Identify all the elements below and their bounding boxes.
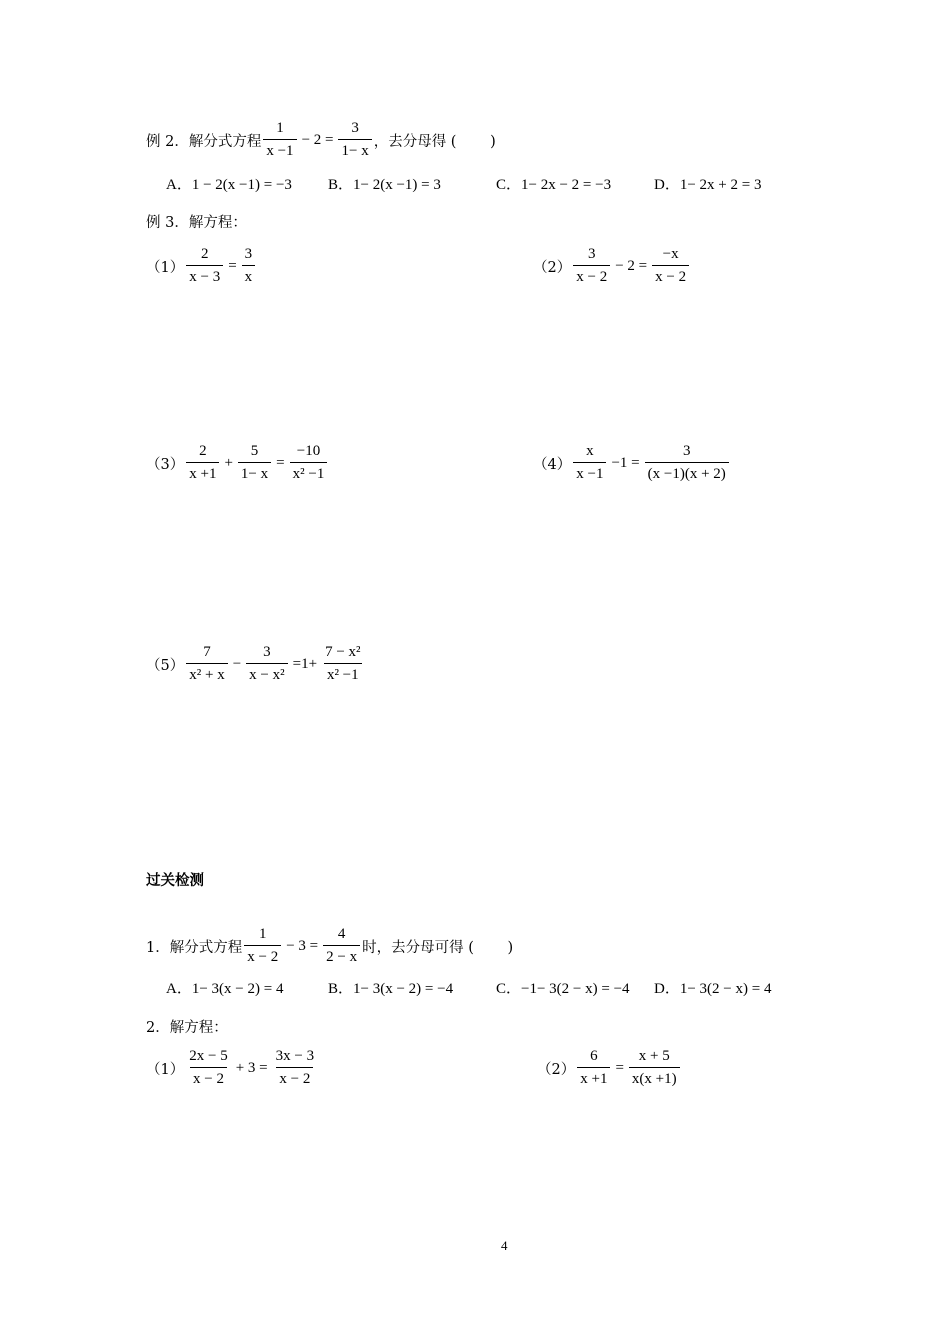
denominator: x − 3 <box>186 265 223 286</box>
numerator: 2 <box>200 246 209 262</box>
operator: = <box>228 257 237 274</box>
denominator: x² + x <box>186 663 227 684</box>
checkpoint-q1-option-c: C．−1− 3(2 − x) = −4 <box>496 981 630 997</box>
denominator: x +1 <box>577 1067 610 1088</box>
example2-operator: − 2 = <box>301 131 334 148</box>
fraction <box>186 1048 230 1088</box>
denominator: x − 2 <box>652 265 689 286</box>
numerator: 6 <box>590 1048 598 1064</box>
checkpoint-q1-option-d: D．1− 3(2 − x) = 4 <box>654 981 772 997</box>
fraction <box>652 246 689 286</box>
denominator: x +1 <box>186 462 219 483</box>
operator: − 2 = <box>615 257 648 274</box>
fraction <box>186 644 227 684</box>
problem-number: （2） <box>533 259 572 276</box>
denominator: 2 − x <box>323 945 360 966</box>
denominator: x − 2 <box>244 945 281 966</box>
numerator: 1 <box>276 120 284 136</box>
question-suffix: 时，去分母可得 ( ) <box>362 939 514 956</box>
fraction <box>577 1048 610 1088</box>
problem-number: （3） <box>146 456 185 473</box>
numerator: x + 5 <box>638 1048 670 1064</box>
fraction <box>242 246 256 286</box>
numerator: 5 <box>250 443 259 459</box>
denominator: 1− x <box>338 139 371 160</box>
example2-option-d: D．1− 2x + 2 = 3 <box>654 177 762 193</box>
example3-problem-5 <box>146 644 366 684</box>
denominator: (x −1)(x + 2) <box>645 462 729 483</box>
fraction <box>290 443 328 483</box>
denominator: x² −1 <box>324 663 362 684</box>
numerator: 3 <box>263 644 271 660</box>
fraction <box>186 246 223 286</box>
example2-option-b: B．1− 2(x −1) = 3 <box>328 177 441 193</box>
denominator: 1− x <box>238 462 271 483</box>
operator: −1 = <box>611 454 640 471</box>
denominator: x² −1 <box>290 462 328 483</box>
problem-number: （2） <box>537 1061 576 1078</box>
fraction <box>273 1048 317 1088</box>
example2-label: 例 2．解分式方程 <box>146 133 262 150</box>
checkpoint-q2-problem-1 <box>146 1048 319 1088</box>
operator: + <box>224 454 233 471</box>
operator: − <box>232 655 242 672</box>
problem-number: （1） <box>146 1061 185 1078</box>
example2-option-c: C．1− 2x − 2 = −3 <box>496 177 612 193</box>
example2-option-a: A．1 − 2(x −1) = −3 <box>166 177 292 193</box>
numerator: 3x − 3 <box>275 1048 315 1064</box>
operator: + 3 = <box>235 1059 268 1076</box>
fraction <box>573 443 606 483</box>
operator: = <box>615 1059 624 1076</box>
numerator: −10 <box>296 443 321 459</box>
numerator: 3 <box>587 246 596 262</box>
example2-fraction-2 <box>338 120 371 160</box>
checkpoint-question-1 <box>146 926 513 966</box>
fraction <box>238 443 271 483</box>
fraction <box>645 443 729 483</box>
checkpoint-question-2-label: 2．解方程： <box>146 1020 228 1036</box>
numerator: 2x − 5 <box>189 1048 228 1064</box>
denominator: x −1 <box>263 139 296 160</box>
problem-number: （5） <box>146 657 185 674</box>
example3-problem-3 <box>146 443 329 483</box>
denominator: x <box>242 265 256 286</box>
example2-suffix: ，去分母得 ( ) <box>373 133 496 150</box>
fraction <box>573 246 610 286</box>
fraction <box>322 644 363 684</box>
checkpoint-q1-option-a: A．1− 3(x − 2) = 4 <box>166 981 284 997</box>
section-heading: 过关检测 <box>146 873 204 889</box>
numerator: 7 <box>203 644 211 660</box>
numerator: −x <box>662 246 679 262</box>
fraction <box>246 644 287 684</box>
numerator: 3 <box>682 443 691 459</box>
denominator: x −1 <box>573 462 606 483</box>
checkpoint-q2-problem-2 <box>537 1048 682 1088</box>
example2-question <box>146 120 496 160</box>
example3-problem-2 <box>533 246 691 286</box>
example3-label: 例 3．解方程： <box>146 215 247 231</box>
numerator: 4 <box>337 926 346 942</box>
denominator: x − x² <box>246 663 287 684</box>
operator: =1+ <box>292 655 318 672</box>
numerator: 7 − x² <box>325 644 361 660</box>
example2-fraction-1 <box>263 120 296 160</box>
example3-problem-4 <box>533 443 731 483</box>
operator: − 3 = <box>286 937 319 954</box>
fraction <box>244 926 281 966</box>
operator: = <box>276 454 285 471</box>
denominator: x − 2 <box>573 265 610 286</box>
fraction <box>186 443 219 483</box>
problem-number: （4） <box>533 456 572 473</box>
numerator: x <box>586 443 594 459</box>
numerator: 3 <box>244 246 253 262</box>
page-number: 4 <box>501 1238 508 1253</box>
numerator: 1 <box>258 926 267 942</box>
problem-number: （1） <box>146 259 185 276</box>
fraction <box>629 1048 680 1088</box>
fraction <box>323 926 360 966</box>
numerator: 2 <box>199 443 207 459</box>
denominator: x − 2 <box>190 1067 227 1088</box>
denominator: x(x +1) <box>629 1067 680 1088</box>
denominator: x − 2 <box>276 1067 313 1088</box>
question-label: 1．解分式方程 <box>146 939 243 956</box>
example3-problem-1 <box>146 246 257 286</box>
checkpoint-q1-option-b: B．1− 3(x − 2) = −4 <box>328 981 454 997</box>
numerator: 3 <box>351 120 359 136</box>
